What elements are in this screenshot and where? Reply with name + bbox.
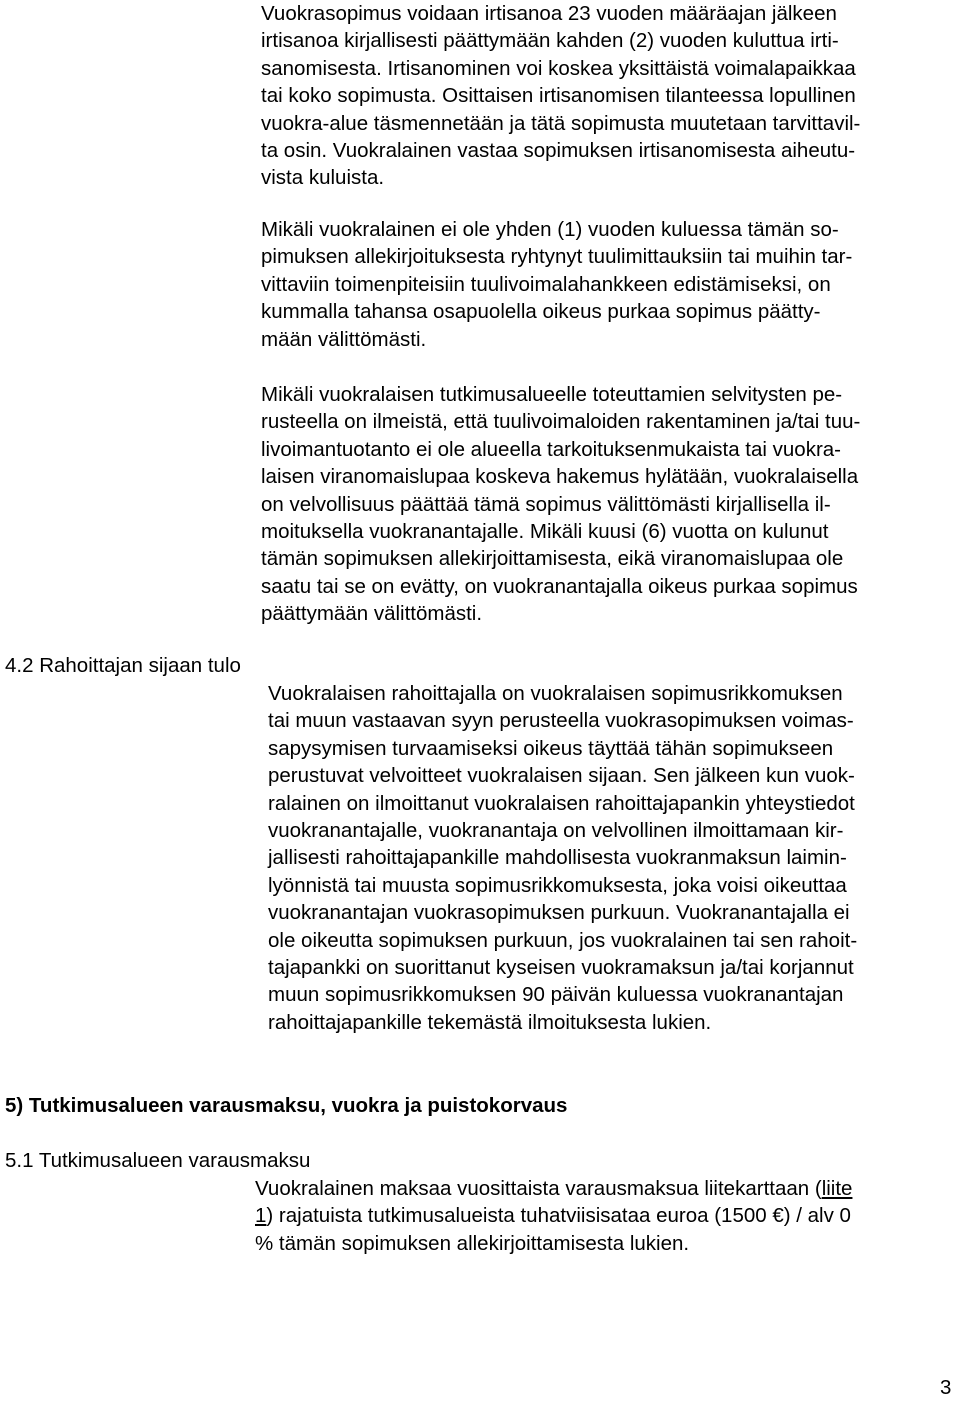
text-line: Vuokralaisen rahoittajalla on vuokralaisen sopimusrikkomuksen <box>268 682 843 705</box>
text-line: vuokranantajalle, vuokranantaja on velvollinen ilmoittamaan kir- <box>268 819 844 842</box>
text-line: sapysymisen turvaamiseksi oikeus täyttää tähän sopimukseen <box>268 736 834 760</box>
text-line: livoimantuotanto ei ole alueella tarkoituksenmukaista tai vuokra- <box>261 437 842 461</box>
text-line: rusteella on ilmeistä, että tuulivoimaloiden rakentaminen ja/tai tuu- <box>261 410 861 434</box>
text-line <box>255 1175 852 1202</box>
text-line: % tämän sopimuksen allekirjoittamisesta lukien. <box>255 1231 690 1255</box>
text-line: laisen viranomaislupaa koskeva hakemus hylätään, vuokralaisella <box>261 465 859 489</box>
page-number: 3 <box>940 1376 952 1399</box>
text-line <box>255 1202 851 1229</box>
text-line: on velvollisuus päättää tämä sopimus välittömästi kirjallisella il- <box>261 492 831 516</box>
text-span: Vuokralainen maksaa vuosittaista varausmaksua liitekarttaan ( <box>255 1177 822 1200</box>
text-line: perustuvat velvoitteet vuokralaisen sijaan. Sen jälkeen kun vuok- <box>268 764 855 788</box>
text-line: Mikäli vuokralainen ei ole yhden (1) vuoden kuluessa tämän so- <box>261 218 839 241</box>
text-line: muun sopimusrikkomuksen 90 päivän kuluessa vuokranantajan <box>268 983 844 1007</box>
text-line: ole oikeutta sopimuksen purkuun, jos vuokralainen tai sen rahoit- <box>268 928 858 952</box>
text-line: vuokranantajan vuokrasopimuksen purkuun. Vuokranantajalla ei <box>268 901 850 925</box>
text-line: mään välittömästi. <box>261 327 427 351</box>
text-line: tajapankki on suorittanut kyseisen vuokramaksun ja/tai korjannut <box>268 956 854 979</box>
text-line: moituksella vuokranantajalle. Mikäli kuusi (6) vuotta on kulunut <box>261 520 829 543</box>
text-line: vista kuluista. <box>261 166 385 190</box>
text-line: lyönnistä tai muusta sopimusrikkomuksesta, joka voisi oikeuttaa <box>268 873 847 897</box>
text-span: ) rajatuista tutkimusalueista tuhatviisisataa euroa (1500 €) / alv 0 <box>266 1204 851 1228</box>
text-line: kummalla tahansa osapuolella oikeus purkaa sopimus päätty- <box>261 300 821 324</box>
text-line: tai koko sopimusta. Osittaisen irtisanomisen tilanteessa lopullinen <box>261 84 856 108</box>
section-heading-5-1: 5.1 Tutkimusalueen varausmaksu <box>5 1149 311 1172</box>
text-line: Mikäli vuokralaisen tutkimusalueelle toteuttamien selvitysten pe- <box>261 383 843 406</box>
text-line: päättymään välittömästi. <box>261 602 483 626</box>
text-line: ralainen on ilmoittanut vuokralaisen rahoittajapankin yhteystiedot <box>268 791 855 815</box>
text-line: vuokra-alue täsmennetään ja tätä sopimusta muutetaan tarvittavil- <box>261 111 861 135</box>
section-heading-4-2: 4.2 Rahoittajan sijaan tulo <box>5 654 241 677</box>
text-line: vittaviin toimenpiteisiin tuulivoimalahankkeen edistämiseksi, on <box>261 272 831 296</box>
appendix-link-number[interactable]: 1 <box>255 1204 267 1228</box>
text-line: tai muun vastaavan syyn perusteella vuokrasopimuksen voimas- <box>268 709 854 733</box>
text-line: jallisesti rahoittajapankille mahdollisesta vuokranmaksun laimin- <box>268 846 847 870</box>
appendix-link[interactable]: liite <box>821 1177 853 1200</box>
text-line: irtisanoa kirjallisesti päättymään kahden (2) vuoden kuluttua irti- <box>261 29 839 53</box>
text-line: tämän sopimuksen allekirjoittamisesta, eikä viranomaislupaa ole <box>261 547 844 571</box>
text-line: ta osin. Vuokralainen vastaa sopimuksen irtisanomisesta aiheutu- <box>261 139 856 162</box>
text-line: saatu tai se on evätty, on vuokranantajalla oikeus purkaa sopimus <box>261 574 858 598</box>
text-line: sanomisesta. Irtisanominen voi koskea yksittäistä voimalapaikkaa <box>261 56 856 80</box>
text-line: Vuokrasopimus voidaan irtisanoa 23 vuoden määräajan jälkeen <box>261 2 837 25</box>
text-line: pimuksen allekirjoituksesta ryhtynyt tuulimittauksiin tai muihin tar- <box>261 245 853 269</box>
text-line: rahoittajapankille tekemästä ilmoituksesta lukien. <box>268 1010 712 1034</box>
section-heading-5: 5) Tutkimusalueen varausmaksu, vuokra ja puistokorvaus <box>5 1094 568 1117</box>
